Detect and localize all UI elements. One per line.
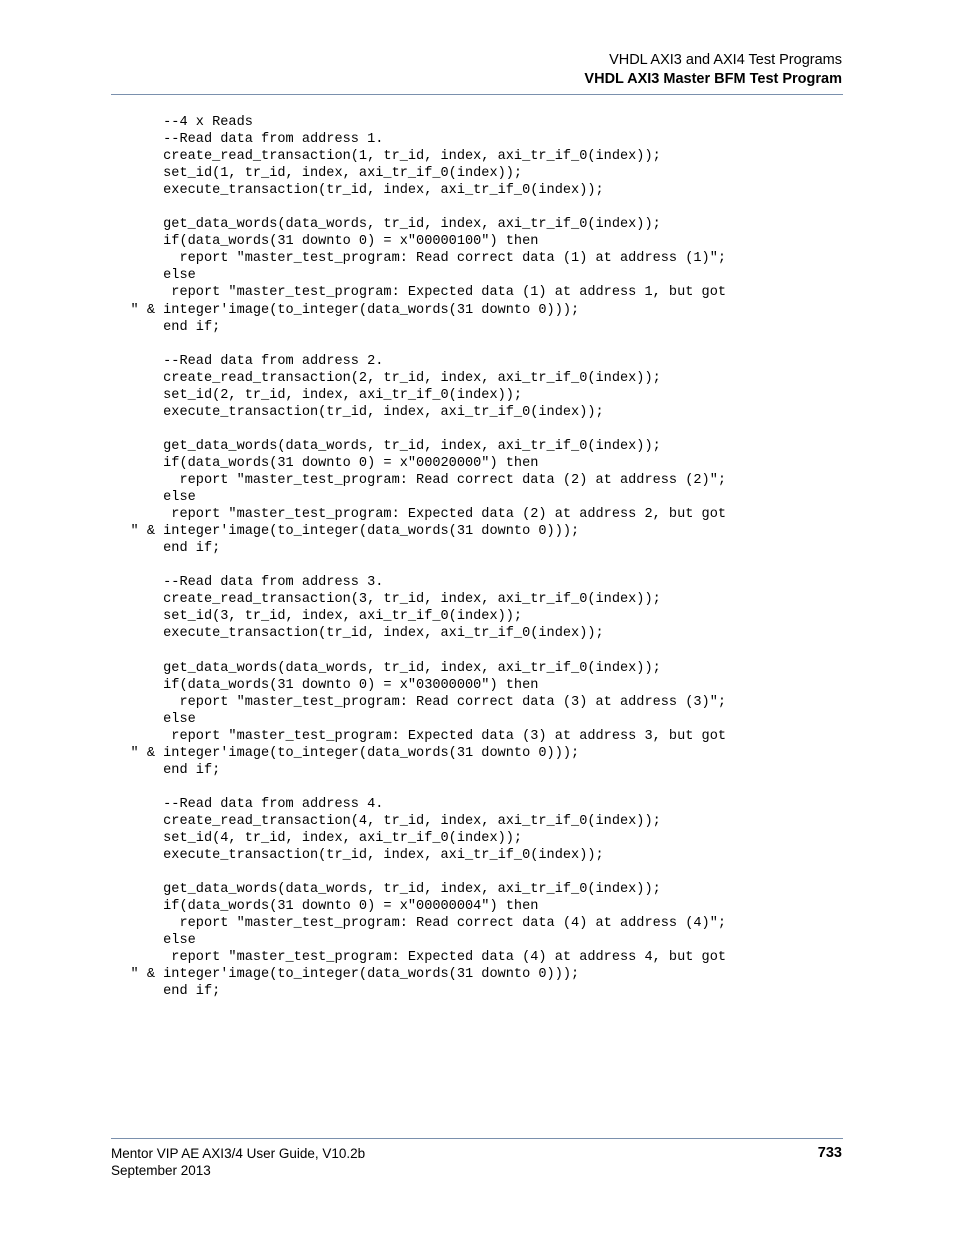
code-line: create_read_transaction(3, tr_id, index, axi_tr_if_0(index)); xyxy=(0,592,661,608)
code-line: else xyxy=(0,933,196,949)
code-line: report "master_test_program: Expected data (4) at address 4, but got xyxy=(0,950,727,966)
code-line: report "master_test_program: Read correct data (3) at address (3)"; xyxy=(0,694,727,710)
code-line: report "master_test_program: Read correct data (2) at address (2)"; xyxy=(0,472,727,488)
code-line: set_id(4, tr_id, index, axi_tr_if_0(index)); xyxy=(0,830,523,846)
code-line: end if; xyxy=(0,762,221,778)
code-line: if(data_words(31 downto 0) = x"00020000") then xyxy=(0,455,539,471)
code-line: " & integer'image(to_integer(data_words(31 downto 0))); xyxy=(0,524,580,540)
footer-info xyxy=(111,1145,365,1179)
code-line: end if; xyxy=(0,541,221,557)
code-line: report "master_test_program: Expected data (1) at address 1, but got xyxy=(0,285,727,301)
code-line: " & integer'image(to_integer(data_words(31 downto 0))); xyxy=(0,302,580,318)
code-line: create_read_transaction(4, tr_id, index, axi_tr_if_0(index)); xyxy=(0,813,661,829)
code-line: else xyxy=(0,711,196,727)
code-line: execute_transaction(tr_id, index, axi_tr_if_0(index)); xyxy=(0,848,604,864)
code-line: set_id(2, tr_id, index, axi_tr_if_0(index)); xyxy=(0,387,523,403)
code-line: report "master_test_program: Expected data (2) at address 2, but got xyxy=(0,507,727,523)
footer-divider xyxy=(111,1138,843,1139)
code-line: --Read data from address 3. xyxy=(0,575,384,591)
running-header xyxy=(584,51,842,89)
code-line: get_data_words(data_words, tr_id, index, axi_tr_if_0(index)); xyxy=(0,882,661,898)
code-line: set_id(3, tr_id, index, axi_tr_if_0(index)); xyxy=(0,609,523,625)
code-listing xyxy=(0,114,726,1000)
code-line: --Read data from address 4. xyxy=(0,796,384,812)
code-line: create_read_transaction(2, tr_id, index, axi_tr_if_0(index)); xyxy=(0,370,661,386)
code-line: report "master_test_program: Expected data (3) at address 3, but got xyxy=(0,728,727,744)
code-line: --Read data from address 1. xyxy=(0,132,384,148)
code-line xyxy=(0,779,726,796)
code-line xyxy=(0,557,726,574)
code-line: " & integer'image(to_integer(data_words(31 downto 0))); xyxy=(0,745,580,761)
code-line: create_read_transaction(1, tr_id, index, axi_tr_if_0(index)); xyxy=(0,149,661,165)
code-line: report "master_test_program: Read correct data (4) at address (4)"; xyxy=(0,916,727,932)
code-line: get_data_words(data_words, tr_id, index, axi_tr_if_0(index)); xyxy=(0,660,661,676)
code-line: execute_transaction(tr_id, index, axi_tr_if_0(index)); xyxy=(0,183,604,199)
code-line: if(data_words(31 downto 0) = x"00000004") then xyxy=(0,899,539,915)
code-line xyxy=(0,864,726,881)
code-line: report "master_test_program: Read correct data (1) at address (1)"; xyxy=(0,251,727,267)
code-line: --4 x Reads xyxy=(0,115,253,130)
publication-date: September 2013 xyxy=(111,1163,211,1178)
code-line: get_data_words(data_words, tr_id, index, axi_tr_if_0(index)); xyxy=(0,217,661,233)
code-line: else xyxy=(0,268,196,284)
code-line: " & integer'image(to_integer(data_words(31 downto 0))); xyxy=(0,967,580,983)
code-line: else xyxy=(0,490,196,506)
section-title: VHDL AXI3 Master BFM Test Program xyxy=(584,71,842,87)
page-number: 733 xyxy=(817,1145,842,1161)
guide-title: Mentor VIP AE AXI3/4 User Guide, V10.2b xyxy=(111,1146,366,1161)
code-line: execute_transaction(tr_id, index, axi_tr_if_0(index)); xyxy=(0,626,604,642)
code-line: execute_transaction(tr_id, index, axi_tr_if_0(index)); xyxy=(0,404,604,420)
code-line: --Read data from address 2. xyxy=(0,353,384,369)
code-line xyxy=(0,336,726,353)
header-divider xyxy=(111,94,843,95)
code-line xyxy=(0,421,726,438)
chapter-title: VHDL AXI3 and AXI4 Test Programs xyxy=(609,52,842,68)
code-line xyxy=(0,199,726,216)
code-line: get_data_words(data_words, tr_id, index, axi_tr_if_0(index)); xyxy=(0,438,661,454)
code-line: set_id(1, tr_id, index, axi_tr_if_0(index)); xyxy=(0,166,523,182)
code-line: if(data_words(31 downto 0) = x"03000000") then xyxy=(0,677,539,693)
code-line xyxy=(0,642,726,659)
code-line: end if; xyxy=(0,984,221,1000)
code-line: if(data_words(31 downto 0) = x"00000100") then xyxy=(0,234,539,250)
code-line: end if; xyxy=(0,319,221,335)
